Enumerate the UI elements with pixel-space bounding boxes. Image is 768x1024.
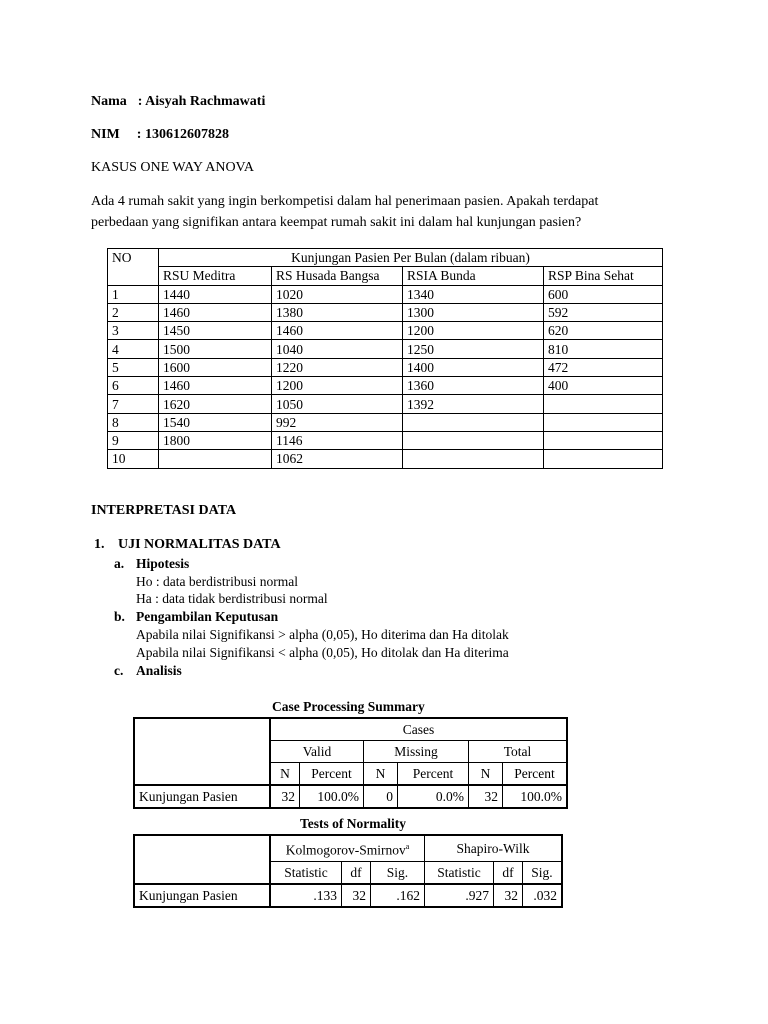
- total-header: Total: [469, 741, 568, 763]
- sig-header: Sig.: [371, 861, 425, 884]
- table-cell: 1062: [272, 450, 403, 468]
- missing-percent: 0.0%: [398, 785, 469, 808]
- table-row: [108, 395, 663, 413]
- sw-header: Shapiro-Wilk: [425, 835, 563, 861]
- table-cell: 472: [544, 358, 663, 376]
- table-cell: [544, 450, 663, 468]
- row-label: Kunjungan Pasien: [134, 884, 270, 907]
- table-cell: 1450: [159, 322, 272, 340]
- table-row: [108, 358, 663, 376]
- percent-header: Percent: [300, 763, 364, 786]
- section-1-number: 1.: [94, 537, 105, 552]
- ks-label: Kolmogorov-Smirnov: [285, 842, 406, 858]
- table-cell: 1340: [403, 285, 544, 303]
- ks-header: [270, 835, 425, 861]
- item-a-title: Hipotesis: [136, 556, 190, 571]
- table-row: [108, 340, 663, 358]
- table-cell: [403, 413, 544, 431]
- table-header-row: [108, 249, 663, 267]
- name-value: : Aisyah Rachmawati: [137, 94, 266, 109]
- nim-value: : 130612607828: [136, 127, 229, 142]
- row-label: Kunjungan Pasien: [134, 785, 270, 808]
- col-header-rsp-bina-sehat: RSP Bina Sehat: [544, 267, 663, 285]
- missing-header: Missing: [364, 741, 469, 763]
- df-header: df: [494, 861, 523, 884]
- valid-header: Valid: [270, 741, 364, 763]
- table-cell: 1620: [159, 395, 272, 413]
- item-a-label: a.: [114, 556, 125, 571]
- sw-df: 32: [494, 884, 523, 907]
- patient-visits-table: [107, 248, 663, 469]
- table-row: [108, 285, 663, 303]
- missing-n: 0: [364, 785, 398, 808]
- name-line: [91, 94, 265, 110]
- table-cell: 5: [108, 358, 159, 376]
- decision-rule-1: Apabila nilai Signifikansi > alpha (0,05), Ho diterima dan Ha ditolak: [136, 627, 509, 642]
- table-cell: 1460: [159, 377, 272, 395]
- sig-header: Sig.: [523, 861, 563, 884]
- table-cell: 1392: [403, 395, 544, 413]
- table-cell: 1: [108, 285, 159, 303]
- intro-line-1: Ada 4 rumah sakit yang ingin berkompetisi dalam hal penerimaan pasien. Apakah terdapat: [91, 194, 599, 209]
- table-cell: 592: [544, 303, 663, 321]
- n-header: N: [469, 763, 503, 786]
- table-row: [108, 322, 663, 340]
- table-cell: 8: [108, 413, 159, 431]
- table-cell: [159, 450, 272, 468]
- table-cell: 1040: [272, 340, 403, 358]
- normality-title: Tests of Normality: [300, 816, 406, 831]
- table-cell: [403, 431, 544, 449]
- table-cell: 7: [108, 395, 159, 413]
- case-processing-summary-table: [133, 717, 568, 809]
- table-cell: 1300: [403, 303, 544, 321]
- table-subheader-row: [108, 267, 663, 285]
- table-cell: 3: [108, 322, 159, 340]
- intro-line-2: perbedaan yang signifikan antara keempat rumah sakit ini dalam hal kunjungan pasien?: [91, 215, 582, 230]
- percent-header: Percent: [398, 763, 469, 786]
- ks-superscript: a: [405, 842, 410, 851]
- table-cell: 1200: [272, 377, 403, 395]
- col-header-rs-husada-bangsa: RS Husada Bangsa: [272, 267, 403, 285]
- table-cell: [544, 395, 663, 413]
- item-b-title: Pengambilan Keputusan: [136, 609, 279, 624]
- table-row: [134, 785, 567, 808]
- spss-header-row: [134, 718, 567, 741]
- table-cell: 4: [108, 340, 159, 358]
- ks-statistic: .133: [270, 884, 342, 907]
- table-cell: 1200: [403, 322, 544, 340]
- table-cell: [544, 413, 663, 431]
- df-header: df: [342, 861, 371, 884]
- item-c-title: Analisis: [136, 663, 182, 678]
- col-header-rsu-meditra: RSU Meditra: [159, 267, 272, 285]
- ks-df: 32: [342, 884, 371, 907]
- table-cell: [403, 450, 544, 468]
- ks-sig: .162: [371, 884, 425, 907]
- empty-corner-cell: [134, 718, 270, 785]
- table-row: [108, 377, 663, 395]
- table-cell: 1360: [403, 377, 544, 395]
- table-cell: 1020: [272, 285, 403, 303]
- hypothesis-ho: Ho : data berdistribusi normal: [136, 574, 298, 589]
- tests-of-normality-table: [133, 834, 563, 908]
- table-cell: 1500: [159, 340, 272, 358]
- table-cell: 9: [108, 431, 159, 449]
- table-row: [108, 303, 663, 321]
- table-cell: 992: [272, 413, 403, 431]
- table-cell: 1460: [272, 322, 403, 340]
- table-cell: 400: [544, 377, 663, 395]
- n-header: N: [270, 763, 300, 786]
- section-1-title: UJI NORMALITAS DATA: [118, 537, 281, 552]
- table-row: [108, 450, 663, 468]
- col-header-rsia-bunda: RSIA Bunda: [403, 267, 544, 285]
- table-cell: 6: [108, 377, 159, 395]
- empty-corner-cell: [134, 835, 270, 884]
- sw-sig: .032: [523, 884, 563, 907]
- item-c-label: c.: [114, 663, 124, 678]
- table-cell: 1440: [159, 285, 272, 303]
- table-row: [108, 431, 663, 449]
- table-cell: [544, 431, 663, 449]
- spss-header-row: [134, 835, 562, 861]
- table-cell: 10: [108, 450, 159, 468]
- table-cell: 1220: [272, 358, 403, 376]
- table-cell: 1800: [159, 431, 272, 449]
- table-cell: 1146: [272, 431, 403, 449]
- hypothesis-ha: Ha : data tidak berdistribusi normal: [136, 591, 328, 606]
- valid-percent: 100.0%: [300, 785, 364, 808]
- item-b-label: b.: [114, 609, 125, 624]
- table-cell: 1460: [159, 303, 272, 321]
- table-cell: 620: [544, 322, 663, 340]
- decision-rule-2: Apabila nilai Signifikansi < alpha (0,05), Ho ditolak dan Ha diterima: [136, 645, 509, 660]
- table-cell: 2: [108, 303, 159, 321]
- group-header: Kunjungan Pasien Per Bulan (dalam ribuan): [159, 249, 663, 267]
- nim-label: NIM: [91, 127, 120, 142]
- total-percent: 100.0%: [503, 785, 568, 808]
- table-cell: 1050: [272, 395, 403, 413]
- case-title: KASUS ONE WAY ANOVA: [91, 160, 254, 175]
- table-cell: 600: [544, 285, 663, 303]
- table-cell: 1400: [403, 358, 544, 376]
- name-label: Nama: [91, 94, 127, 109]
- table-row: [108, 413, 663, 431]
- table-cell: 1250: [403, 340, 544, 358]
- valid-n: 32: [270, 785, 300, 808]
- statistic-header: Statistic: [270, 861, 342, 884]
- statistic-header: Statistic: [425, 861, 494, 884]
- table-cell: 1540: [159, 413, 272, 431]
- no-header: NO: [108, 249, 159, 286]
- interpretation-title: INTERPRETASI DATA: [91, 503, 237, 518]
- table-cell: 810: [544, 340, 663, 358]
- case-summary-title: Case Processing Summary: [272, 699, 425, 714]
- total-n: 32: [469, 785, 503, 808]
- table-row: [134, 884, 562, 907]
- percent-header: Percent: [503, 763, 568, 786]
- cases-header: Cases: [270, 718, 567, 741]
- table-cell: 1600: [159, 358, 272, 376]
- table-cell: 1380: [272, 303, 403, 321]
- nim-line: [91, 127, 229, 143]
- n-header: N: [364, 763, 398, 786]
- sw-statistic: .927: [425, 884, 494, 907]
